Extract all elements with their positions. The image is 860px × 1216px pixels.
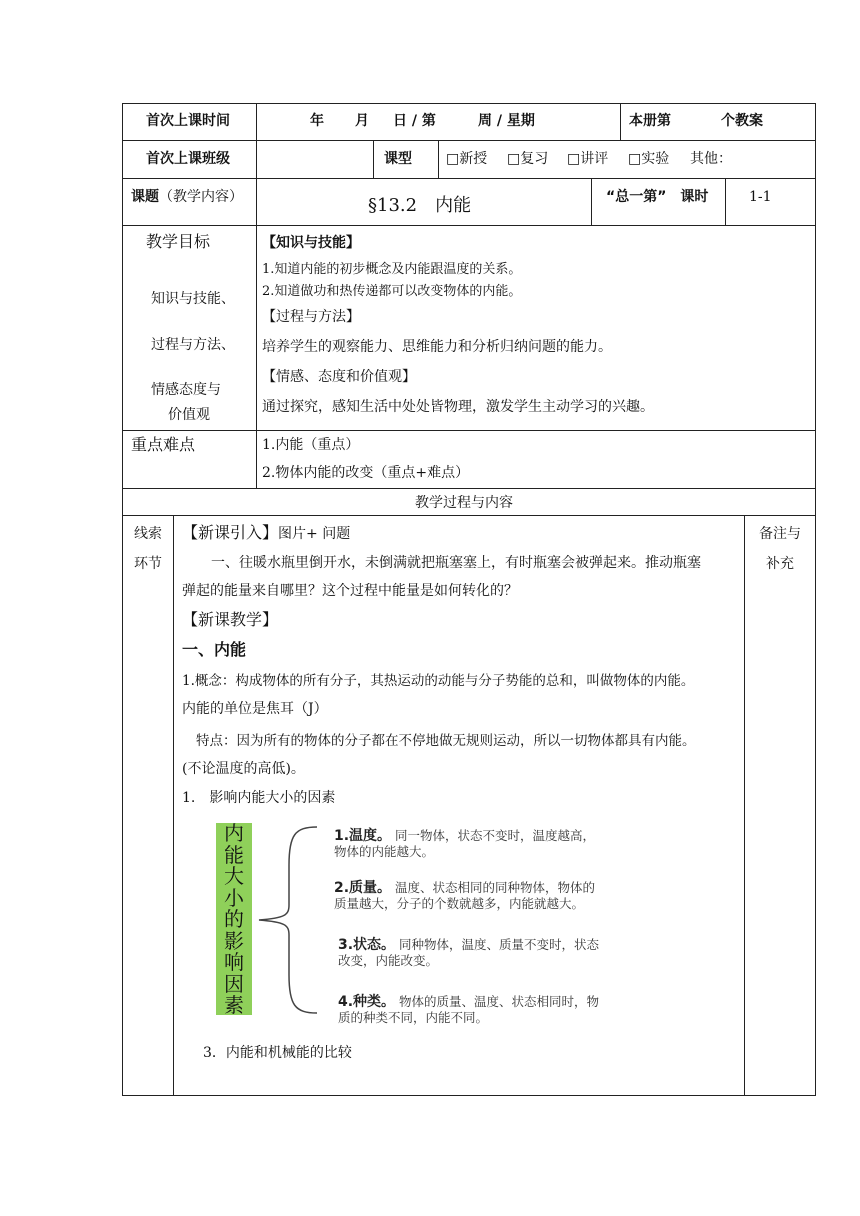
teach-heading: 【新课教学】 <box>182 610 279 629</box>
knowledge-heading: 【知识与技能】 <box>262 235 360 251</box>
notes-column-label-2: 补充 <box>766 556 794 572</box>
factor-text: 同一物体，状态不变时，温度越高， <box>395 828 596 843</box>
key-point-1: 1.内能（重点） <box>262 437 360 453</box>
total-lesson-label: “总一第” 课时 <box>606 189 709 205</box>
factor-mass <box>334 880 595 912</box>
key-points-label: 重点难点 <box>131 435 196 454</box>
factor-head: 3.状态。 <box>338 937 396 953</box>
factor-text: 物体的质量、温度、状态相同时，物 <box>399 994 600 1009</box>
intro-paragraph-line-1: 一、往暖水瓶里倒开水，未倒满就把瓶塞塞上，有时瓶塞会被弹起来。推动瓶塞 <box>211 555 701 571</box>
emotion-heading: 【情感、态度和价值观】 <box>262 369 416 385</box>
factor-head: 1.温度。 <box>334 828 392 844</box>
knowledge-item-2: 2.知道做功和热传递都可以改变物体的内能。 <box>262 284 522 299</box>
factor-head: 4.种类。 <box>338 994 396 1010</box>
intro-heading: 【新课引入】 <box>182 523 279 542</box>
box-char: 内 <box>224 821 244 845</box>
brace-icon <box>255 825 325 1015</box>
emotion-text: 通过探究，感知生活中处处皆物理，激发学生主动学习的兴趣。 <box>262 399 654 415</box>
factor-text: 物体的内能越大。 <box>334 844 435 859</box>
clue-column-label-2: 环节 <box>134 556 162 572</box>
feature-line-2: (不论温度的高低)。 <box>182 761 305 777</box>
box-char: 因 <box>224 971 244 996</box>
option-review[interactable]: □复习 <box>507 151 549 167</box>
day-week-slot: 日 / 第 <box>393 113 436 129</box>
box-char: 的 <box>224 907 244 931</box>
key-point-2: 2.物体内能的改变（重点+难点） <box>262 465 470 481</box>
lesson-number: 1-1 <box>749 189 772 205</box>
factor-text: 质量越大，分子的个数就越多，内能就越大。 <box>334 896 585 911</box>
first-class-label: 首次上课班级 <box>146 151 230 167</box>
process-section-title: 教学过程与内容 <box>415 495 513 511</box>
objective-left-3: 情感态度与 <box>151 382 221 398</box>
topic-label <box>131 189 243 205</box>
topic-label-bold: 课题 <box>131 189 159 205</box>
objective-left-1: 知识与技能、 <box>151 291 235 307</box>
compare-item: 3．内能和机械能的比较 <box>203 1045 352 1061</box>
factor-text: 质的种类不同，内能不同。 <box>338 1010 489 1025</box>
lesson-type-label: 课型 <box>384 151 412 167</box>
topic-label-sub: （教学内容） <box>159 189 243 205</box>
concept-line-2: 内能的单位是焦耳（J） <box>182 701 328 717</box>
weekday-slot: 周 / 星期 <box>478 113 535 129</box>
factor-text: 温度、状态相同的同种物体，物体的 <box>395 880 596 895</box>
factor-temperature <box>334 828 595 860</box>
book-label: 本册第 <box>629 113 671 129</box>
objective-left-2: 过程与方法、 <box>151 337 235 353</box>
process-text: 培养学生的观察能力、思维能力和分析归纳问题的能力。 <box>262 339 612 355</box>
factor-type <box>338 994 599 1026</box>
plan-label: 个教案 <box>721 113 763 129</box>
process-heading: 【过程与方法】 <box>262 309 360 325</box>
factors-box <box>216 823 252 1015</box>
option-other: 其他： <box>690 151 732 167</box>
objective-left-4: 价值观 <box>168 407 210 423</box>
objectives-label: 教学目标 <box>146 232 211 251</box>
clue-column-label-1: 线索 <box>134 526 162 542</box>
factors-item: 1. 影响内能大小的因素 <box>182 790 336 806</box>
feature-line-1: 特点：因为所有的物体的分子都在不停地做无规则运动，所以一切物体都具有内能。 <box>196 733 696 749</box>
section-title-internal-energy: 一、内能 <box>182 640 247 659</box>
first-class-time-label: 首次上课时间 <box>146 113 230 129</box>
intro-suffix: 图片+ 问题 <box>278 526 351 542</box>
intro-paragraph-line-2: 弹起的能量来自哪里？这个过程中能量是如何转化的？ <box>182 583 518 599</box>
box-char: 响 <box>224 950 244 974</box>
knowledge-item-1: 1.知道内能的初步概念及内能跟温度的关系。 <box>262 262 522 277</box>
box-char: 大 <box>224 864 244 888</box>
month-slot: 月 <box>355 113 369 129</box>
box-char: 素 <box>224 993 244 1017</box>
box-char: 能 <box>224 842 244 867</box>
intro-heading-line <box>182 525 350 542</box>
option-new[interactable]: □新授 <box>446 151 488 167</box>
box-char: 小 <box>224 885 244 910</box>
notes-column-label-1: 备注与 <box>759 526 801 542</box>
lesson-title: §13.2 内能 <box>368 195 472 216</box>
factor-state <box>338 937 599 969</box>
option-experiment[interactable]: □实验 <box>628 151 670 167</box>
box-char: 影 <box>224 928 244 953</box>
factor-head: 2.质量。 <box>334 880 392 896</box>
factor-text: 同种物体，温度、质量不变时，状态 <box>399 937 600 952</box>
year-slot: 年 <box>310 113 324 129</box>
option-explain[interactable]: □讲评 <box>567 151 609 167</box>
factor-text: 改变，内能改变。 <box>338 953 439 968</box>
concept-line-1: 1.概念：构成物体的所有分子，其热运动的动能与分子势能的总和，叫做物体的内能。 <box>182 673 695 689</box>
